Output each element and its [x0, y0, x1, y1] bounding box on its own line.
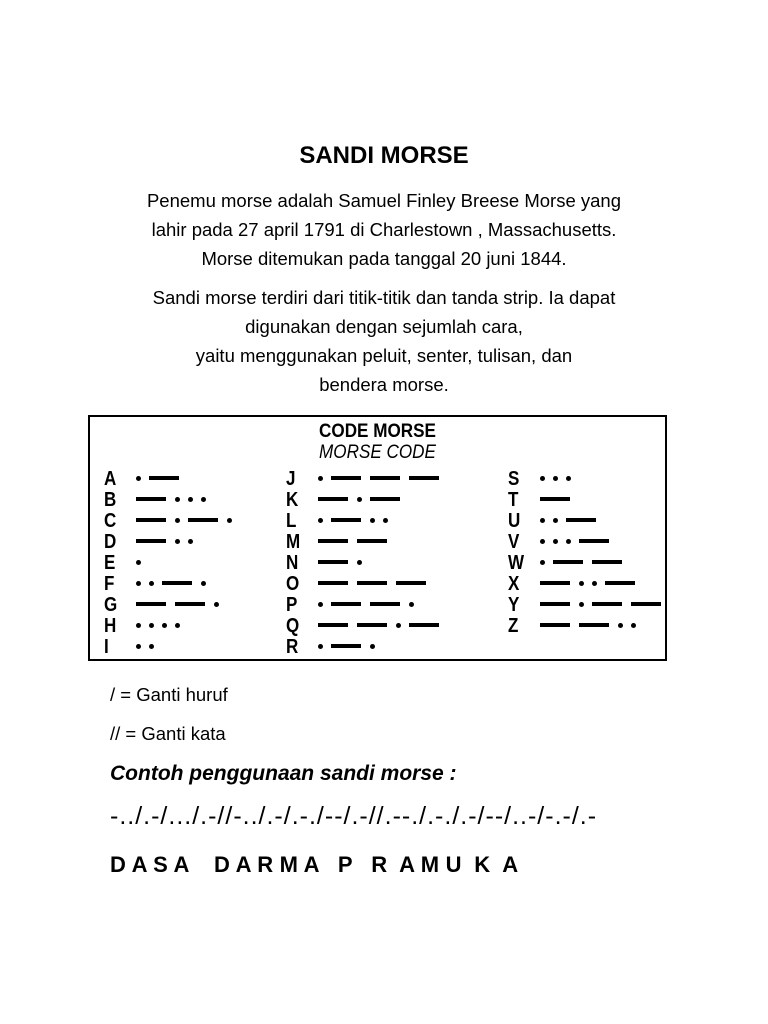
- morse-dot: [566, 539, 571, 544]
- morse-dash: [331, 476, 361, 480]
- paragraph-line: Sandi morse terdiri dari titik-titik dan tanda strip. Ia dapat: [152, 287, 616, 308]
- morse-dash: [631, 602, 661, 606]
- morse-dash: [540, 497, 570, 501]
- paragraph-line: Penemu morse adalah Samuel Finley Breese Morse yang: [146, 190, 622, 211]
- morse-dash: [136, 518, 166, 522]
- paragraph-line: digunakan dengan sejumlah cara,: [245, 316, 523, 337]
- morse-dot: [162, 623, 167, 628]
- morse-letter: W: [508, 552, 525, 574]
- letter-separator-note: / = Ganti huruf: [110, 684, 228, 705]
- morse-dash: [175, 602, 205, 606]
- paragraph-line: bendera morse.: [319, 374, 449, 395]
- paragraph-line: yaitu menggunakan peluit, senter, tulisan, dan: [195, 345, 573, 366]
- morse-dot: [136, 644, 141, 649]
- morse-dot: [201, 497, 206, 502]
- morse-dot: [318, 602, 323, 607]
- morse-dot: [227, 518, 232, 523]
- morse-letter: Q: [286, 615, 300, 637]
- morse-dash: [409, 476, 439, 480]
- morse-dot: [631, 623, 636, 628]
- morse-dot: [188, 497, 193, 502]
- paragraph-line: lahir pada 27 april 1791 di Charlestown , Massachusetts.: [151, 219, 617, 240]
- morse-dot: [136, 581, 141, 586]
- morse-dash: [396, 581, 426, 585]
- morse-letter: F: [104, 573, 115, 595]
- morse-dot: [188, 539, 193, 544]
- morse-dash: [318, 560, 348, 564]
- morse-dash: [149, 476, 179, 480]
- morse-dash: [409, 623, 439, 627]
- morse-dot: [175, 518, 180, 523]
- morse-letter: O: [286, 573, 300, 595]
- morse-letter: N: [286, 552, 299, 574]
- morse-letter: X: [508, 573, 520, 595]
- morse-dash: [579, 539, 609, 543]
- morse-letter: L: [286, 510, 297, 532]
- morse-dot: [357, 497, 362, 502]
- morse-letter: B: [104, 489, 117, 511]
- morse-dot: [318, 476, 323, 481]
- morse-dot: [149, 623, 154, 628]
- morse-letter: V: [508, 531, 520, 553]
- morse-dash: [566, 518, 596, 522]
- morse-dash: [357, 623, 387, 627]
- morse-dot: [175, 539, 180, 544]
- chart-subtitle: MORSE CODE: [319, 442, 436, 463]
- morse-letter: R: [286, 636, 299, 658]
- morse-letter: J: [286, 468, 296, 490]
- morse-dot: [149, 644, 154, 649]
- chart-title: CODE MORSE: [319, 421, 436, 442]
- morse-letter: Z: [508, 615, 519, 637]
- morse-letter: K: [286, 489, 299, 511]
- morse-dot: [370, 518, 375, 523]
- morse-dash: [162, 581, 192, 585]
- morse-dot: [566, 476, 571, 481]
- morse-dash: [370, 476, 400, 480]
- morse-dash: [553, 560, 583, 564]
- morse-dot: [553, 539, 558, 544]
- morse-dot: [318, 644, 323, 649]
- page-title: SANDI MORSE: [299, 142, 469, 169]
- morse-dot: [553, 518, 558, 523]
- morse-letter: S: [508, 468, 520, 490]
- morse-dash: [370, 602, 400, 606]
- morse-dot: [136, 560, 141, 565]
- morse-dash: [331, 644, 361, 648]
- morse-dot: [618, 623, 623, 628]
- morse-dot: [579, 581, 584, 586]
- morse-dot: [396, 623, 401, 628]
- morse-dot: [318, 518, 323, 523]
- morse-letter: I: [104, 636, 109, 658]
- morse-letter: D: [104, 531, 117, 553]
- morse-dash: [370, 497, 400, 501]
- description-paragraph: [60, 283, 708, 399]
- paragraph-line: Morse ditemukan pada tanggal 20 juni 1844.: [201, 248, 567, 269]
- morse-letter: H: [104, 615, 117, 637]
- morse-dash: [605, 581, 635, 585]
- morse-dot: [540, 539, 545, 544]
- morse-dot: [540, 560, 545, 565]
- morse-dot: [540, 518, 545, 523]
- morse-dot: [592, 581, 597, 586]
- morse-dash: [331, 518, 361, 522]
- morse-letter: E: [104, 552, 116, 574]
- morse-dot: [553, 476, 558, 481]
- morse-letter: M: [286, 531, 301, 553]
- morse-dot: [201, 581, 206, 586]
- morse-dash: [318, 623, 348, 627]
- morse-dash: [540, 623, 570, 627]
- morse-dash: [540, 581, 570, 585]
- morse-letter: Y: [508, 594, 520, 616]
- morse-letter: T: [508, 489, 519, 511]
- morse-dot: [409, 602, 414, 607]
- morse-dash: [357, 539, 387, 543]
- morse-dot: [357, 560, 362, 565]
- morse-dash: [318, 497, 348, 501]
- morse-letter: G: [104, 594, 118, 616]
- morse-letter: C: [104, 510, 117, 532]
- word-separator-note: // = Ganti kata: [110, 723, 226, 744]
- morse-dash: [592, 560, 622, 564]
- morse-dot: [370, 644, 375, 649]
- morse-dash: [318, 581, 348, 585]
- morse-dot: [579, 602, 584, 607]
- example-morse-code: -../.-/.../.-//-../.-/.-./--/.-//.--./.-./.-/--/..-/-.-/.-: [110, 802, 598, 830]
- morse-letter: P: [286, 594, 298, 616]
- morse-dot: [136, 623, 141, 628]
- morse-dot: [540, 476, 545, 481]
- morse-dash: [540, 602, 570, 606]
- example-decoded-text: D A S A D A R M A P R A M U K A: [110, 852, 519, 877]
- morse-dot: [175, 497, 180, 502]
- morse-dash: [136, 539, 166, 543]
- morse-dash: [579, 623, 609, 627]
- morse-dash: [136, 602, 166, 606]
- morse-dash: [331, 602, 361, 606]
- morse-dash: [188, 518, 218, 522]
- example-heading: Contoh penggunaan sandi morse :: [110, 762, 457, 785]
- morse-letter: U: [508, 510, 521, 532]
- morse-dash: [357, 581, 387, 585]
- morse-dot: [214, 602, 219, 607]
- morse-dash: [592, 602, 622, 606]
- morse-code-chart: [88, 415, 667, 661]
- morse-dot: [175, 623, 180, 628]
- intro-paragraph: [60, 186, 708, 273]
- morse-letter: A: [104, 468, 117, 490]
- morse-dot: [149, 581, 154, 586]
- morse-dash: [318, 539, 348, 543]
- morse-dot: [383, 518, 388, 523]
- morse-dot: [136, 476, 141, 481]
- morse-dash: [136, 497, 166, 501]
